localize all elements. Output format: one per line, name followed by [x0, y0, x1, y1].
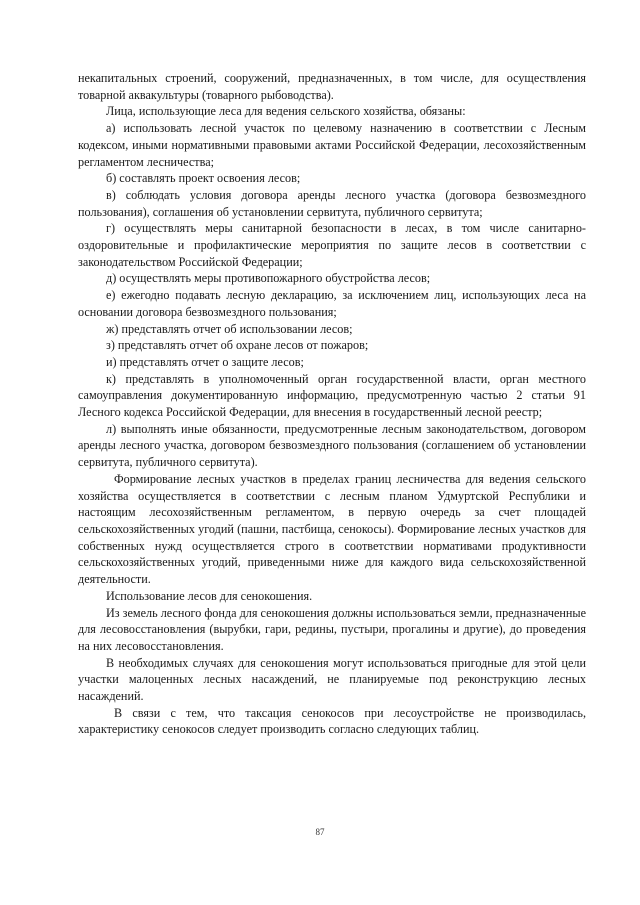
section-heading-haymaking: Использование лесов для сенокошения. [106, 588, 313, 603]
paragraph-haymaking-tables: В связи с тем, что таксация сенокосов при лесоустройстве не производилась, характеристику сенокосов следует производить согласно следующих таблиц. [78, 705, 586, 737]
paragraph-plot-formation: Формирование лесных участков в пределах границ лесничества для ведения сельского хозяйства осуществляется в соответствии с лесным планом Удмуртской Республики и настоящим лесохозяйственным регламентом, в первую очередь за счет площадей сельскохозяйственных угодий (пашни, пастбища, сенокосы). Формирование лесных участков для собственных нужд осуществляется строго в соответствии нормативами продуктивности сельскохозяйственных угодий, приведенными ниже для каждого вида сельскохозяйственной деятельности. [78, 471, 586, 587]
list-item-l: л) выполнять иные обязанности, предусмотренные лесным законодательством, договором аренды лесного участка, договором безвозмездного пользования (соглашением об установлении сервитута, публичного сервитута). [78, 421, 586, 470]
paragraph-haymaking-lands: Из земель лесного фонда для сенокошения должны использоваться земли, предназначенные для лесовосстановления (вырубки, гари, редины, пустыри, прогалины и другие), до проведения на них лесовосстановления. [78, 605, 586, 653]
list-item-z: з) представлять отчет об охране лесов от пожаров; [106, 338, 369, 353]
list-item-i: и) представлять отчет о защите лесов; [106, 354, 304, 369]
list-item-k: к) представлять в уполномоченный орган государственной власти, орган местного самоуправления документированную информацию, предусмотренную частью 2 статьи 91 Лесного кодекса Российской Федерации, для внесения в государственный лесной реестр; [78, 371, 586, 420]
paragraph-aquaculture-end: некапитальных строений, сооружений, предназначенных, в том числе, для осуществления товарной аквакультуры (товарного рыбоводства). [78, 71, 586, 102]
list-item-v: в) соблюдать условия договора аренды лесного участка (договора безвозмездного пользования), соглашения об установлении сервитута, публичного сервитута; [78, 187, 586, 219]
paragraph-obligations-intro: Лица, использующие леса для ведения сельского хозяйства, обязаны: [106, 104, 466, 119]
list-item-d: д) осуществлять меры противопожарного обустройства лесов; [106, 271, 431, 286]
list-item-b: б) составлять проект освоения лесов; [106, 171, 301, 186]
paragraph-haymaking-low-value: В необходимых случаях для сенокошения могут использоваться пригодные для этой цели участки малоценных лесных насаждений, не планируемые под реконструкцию лесных насаждений. [78, 655, 586, 704]
list-item-a: а) использовать лесной участок по целевому назначению в соответствии с Лесным кодексом, иными нормативными правовыми актами Российской Федерации, лесохозяйственным регламентом лесничества; [78, 121, 586, 169]
list-item-e: е) ежегодно подавать лесную декларацию, за исключением лиц, использующих леса на основании договора безвозмездного пользования; [78, 288, 586, 319]
page-number: 87 [315, 827, 325, 837]
list-item-g: г) осуществлять меры санитарной безопасности в лесах, в том числе санитарно-оздоровительные и профилактические мероприятия по защите лесов в соответствии с законодательством Российской Федерации; [78, 221, 586, 269]
list-item-zh: ж) представлять отчет об использовании лесов; [106, 321, 353, 336]
document-page [78, 70, 586, 738]
